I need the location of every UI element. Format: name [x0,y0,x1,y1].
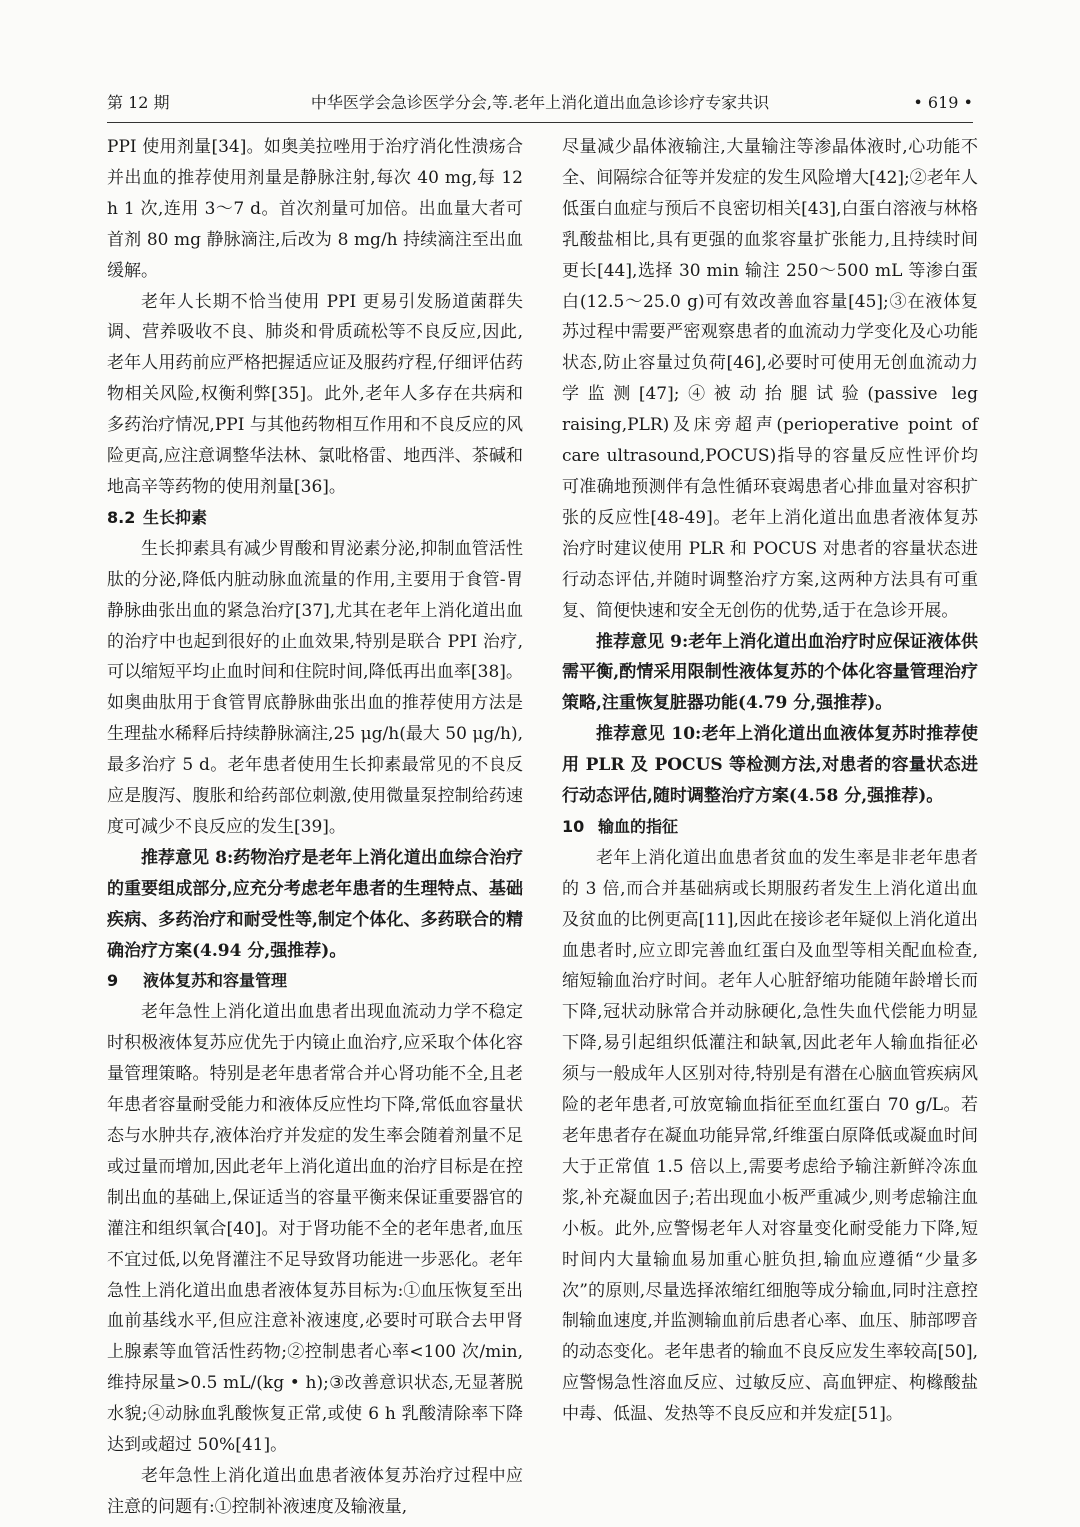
section-heading [107,966,523,997]
body-paragraph: 老年急性上消化道出血患者液体复苏治疗过程中应注意的问题有:①控制补液速度及输液量, [107,1465,523,1517]
issue-number: 第 12 期 [107,93,170,112]
section-number: 10 [562,816,585,836]
right-column [562,132,978,1430]
section-heading [562,812,978,843]
section-heading [107,503,523,534]
running-header [107,88,973,118]
section-title: 液体复苏和容量管理 [143,971,288,991]
left-column [107,132,523,1523]
page-number: • 619 • [913,93,973,112]
body-paragraph: 老年人长期不恰当使用 PPI 更易引发肠道菌群失调、营养吸收不良、肺炎和骨质疏松等不良反应,因此,老年人用药前应严格把握适应证及服药疗程,仔细评估药物相关风险,权衡利弊[35]。此外,老年人多存在共病和多药治疗情况,PPI 与其他药物相互作用和不良反应的风险更高,应注意调整华法林、氯吡格雷、地西泮、茶碱和地高辛等药物的使用剂量[36]。 [107,291,523,497]
body-paragraph: PPI 使用剂量[34]。如奥美拉唑用于治疗消化性溃疡合并出血的推荐使用剂量是静脉注射,每次 40 mg,每 12 h 1 次,连用 3～7 d。首次剂量可加倍。出血量大者可首剂 80 mg 静脉滴注,后改为 8 mg/h 持续滴注至出血缓解。 [107,137,523,281]
section-number: 9 [107,971,119,991]
body-paragraph: 老年急性上消化道出血患者出现血流动力学不稳定时积极液体复苏应优先于内镜止血治疗,应采取个体化容量管理策略。特别是老年患者常合并心肾功能不全,且老年患者容量耐受能力和液体反应性均下降,常低血容量状态与水肿共存,液体治疗并发症的发生率会随着剂量不足或过量而增加,因此老年上消化道出血的治疗目标是在控制出血的基础上,保证适当的容量平衡来保证重要器官的灌注和组织氧合[40]。对于肾功能不全的老年患者,血压不宜过低,以免肾灌注不足导致肾功能进一步恶化。老年急性上消化道出血患者液体复苏目标为:①血压恢复至出血前基线水平,但应注意补液速度,必要时可联合去甲肾上腺素等血管活性药物;②控制患者心率<100 次/min,维持尿量>0.5 mL/(kg • h);③改善意识状态,无显著脱水貌;④动脉血乳酸恢复正常,或使 6 h 乳酸清除率下降达到或超过 50%[41]。 [107,1002,523,1456]
header-rule [107,122,973,123]
section-title: 输血的指征 [598,816,679,836]
body-paragraph: 生长抑素具有减少胃酸和胃泌素分泌,抑制血管活性肽的分泌,降低内脏动脉血流量的作用,主要用于食管-胃静脉曲张出血的紧急治疗[37],尤其在老年上消化道出血的治疗中也起到很好的止血效果,特别是联合 PPI 治疗,可以缩短平均止血时间和住院时间,降低再出血率[38]。如奥曲肽用于食管胃底静脉曲张出血的推荐使用方法是生理盐水稀释后持续静脉滴注,25 μg/h(最大 50 μg/h),最多治疗 5 d。老年患者使用生长抑素最常见的不良反应是腹泻、腹胀和给药部位刺激,使用微量泵控制给药速度可减少不良反应的发生[39]。 [107,538,523,837]
section-title: 生长抑素 [143,507,208,527]
recommendation-paragraph: 推荐意见 9:老年上消化道出血治疗时应保证液体供需平衡,酌情采用限制性液体复苏的个体化容量管理治疗策略,注重恢复脏器功能(4.79 分,强推荐)。 [562,631,978,714]
body-paragraph: 尽量减少晶体液输注,大量输注等渗晶体液时,心功能不全、间隔综合征等并发症的发生风险增大[42];②老年人低蛋白血症与预后不良密切相关[43],白蛋白溶液与林格乳酸盐相比,具有更强的血浆容量扩张能力,且持续时间更长[44],选择 30 min 输注 250～500 mL 等渗白蛋白(12.5～25.0 g)可有效改善血容量[45];③在液体复苏过程中需要严密观察患者的血流动力学变化及心功能状态,防止容量过负荷[46],必要时可使用无创血流动力学监测[47];④被动抬腿试验(passive leg raising,PLR)及床旁超声(perioperative point of care ultrasound,POCUS)指导的容量反应性评价均可准确地预测伴有急性循环衰竭患者心排血量对容积扩张的反应性[48-49]。老年上消化道出血患者液体复苏治疗时建议使用 PLR 和 POCUS 对患者的容量状态进行动态评估,并随时调整治疗方案,这两种方法具有可重复、简便快速和安全无创伤的优势,适于在急诊开展。 [562,137,978,621]
recommendation-paragraph: 推荐意见 8:药物治疗是老年上消化道出血综合治疗的重要组成部分,应充分考虑老年患者的生理特点、基础疾病、多药治疗和耐受性等,制定个体化、多药联合的精确治疗方案(4.94 分,强推荐)。 [107,847,523,961]
section-number: 8.2 [107,507,136,527]
recommendation-paragraph: 推荐意见 10:老年上消化道出血液体复苏时推荐使用 PLR 及 POCUS 等检测方法,对患者的容量状态进行动态评估,随时调整治疗方案(4.58 分,强推荐)。 [562,724,978,807]
running-title: 中华医学会急诊医学分会,等.老年上消化道出血急诊诊疗专家共识 [310,93,770,112]
body-paragraph: 老年上消化道出血患者贫血的发生率是非老年患者的 3 倍,而合并基础病或长期服药者发生上消化道出血及贫血的比例更高[11],因此在接诊老年疑似上消化道出血患者时,应立即完善血红蛋白及血型等相关配血检查,缩短输血治疗时间。老年人心脏舒缩功能随年龄增长而下降,冠状动脉常合并动脉硬化,急性失血代偿能力明显下降,易引起组织低灌注和缺氧,因此老年人输血指征必须与一般成年人区别对待,特别是有潜在心脑血管疾病风险的老年患者,可放宽输血指征至血红蛋白 70 g/L。若老年患者存在凝血功能异常,纤维蛋白原降低或凝血时间大于正常值 1.5 倍以上,需要考虑给予输注新鲜冷冻血浆,补充凝血因子;若出现血小板严重减少,则考虑输注血小板。此外,应警惕老年人对容量变化耐受能力下降,短时间内大量输血易加重心脏负担,输血应遵循“少量多次”的原则,尽量选择浓缩红细胞等成分输血,同时注意控制输血速度,并监测输血前后患者心率、血压、肺部啰音的动态变化。老年患者的输血不良反应发生率较高[50],应警惕急性溶血反应、过敏反应、高血钾症、枸橼酸盐中毒、低温、发热等不良反应和并发症[51]。 [562,847,978,1425]
